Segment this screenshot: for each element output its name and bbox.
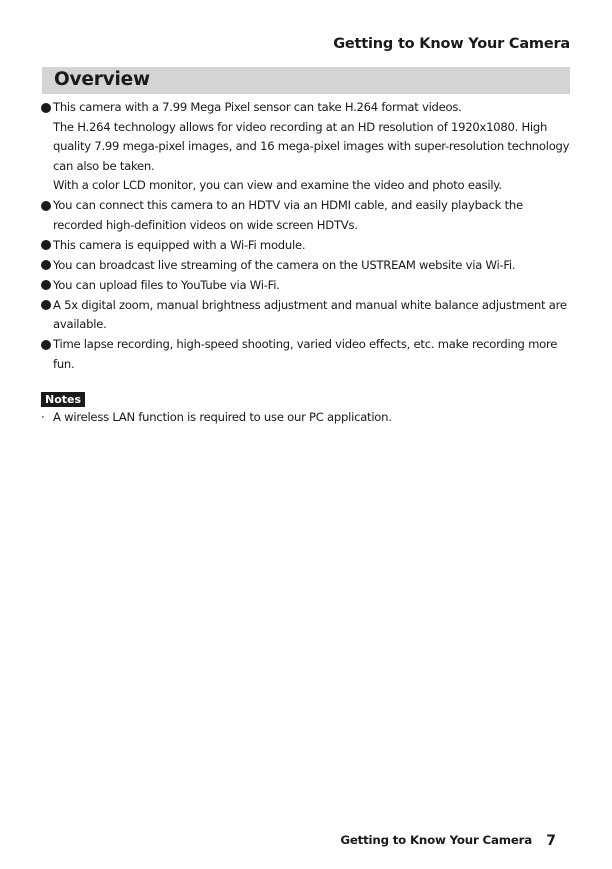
bullet-text: This camera with a 7.99 Mega Pixel sensor can take H.264 format videos. — [53, 100, 462, 114]
bullet-text: The H.264 technology allows for video recording at an HD resolution of 1920x1080. High quality 7.99 mega-pixel images, and 16 mega-pixel images with super-resolution technology can also be taken. — [53, 119, 570, 173]
running-header: Getting to Know Your Camera — [333, 36, 570, 52]
footer-title: Getting to Know Your Camera — [340, 833, 532, 847]
bullet-icon — [41, 300, 51, 310]
list-item — [41, 296, 573, 335]
bullet-icon — [41, 103, 51, 113]
list-item — [41, 98, 573, 196]
list-item — [41, 335, 573, 374]
notes-item-text: A wireless LAN function is required to use our PC application. — [53, 410, 392, 424]
list-item — [41, 236, 573, 256]
bullet-text: Time lapse recording, high-speed shooting, varied video effects, etc. make recording more fun. — [53, 337, 558, 371]
section-heading-bar — [42, 67, 570, 94]
notes-item — [41, 408, 392, 427]
list-item — [41, 196, 573, 235]
page-number: 7 — [546, 833, 556, 849]
notes-label: Notes — [41, 392, 85, 407]
list-item — [41, 256, 573, 276]
section-title: Overview — [54, 69, 150, 90]
list-item — [41, 276, 573, 296]
small-bullet-icon: · — [41, 410, 45, 424]
bullet-icon — [41, 201, 51, 211]
bullet-text: A 5x digital zoom, manual brightness adjustment and manual white balance adjustment are available. — [53, 297, 567, 331]
bullet-icon — [41, 260, 51, 270]
bullet-list — [41, 98, 573, 375]
bullet-text: You can broadcast live streaming of the camera on the USTREAM website via Wi-Fi. — [53, 257, 516, 272]
bullet-icon — [41, 240, 51, 250]
bullet-text: You can upload files to YouTube via Wi-Fi. — [53, 277, 280, 292]
bullet-text: With a color LCD monitor, you can view and examine the video and photo easily. — [53, 178, 502, 192]
bullet-icon — [41, 280, 51, 290]
bullet-icon — [41, 340, 51, 350]
bullet-text: This camera is equipped with a Wi-Fi module. — [53, 237, 306, 252]
bullet-text: You can connect this camera to an HDTV via an HDMI cable, and easily playback the recorded high-definition videos on wide screen HDTVs. — [53, 198, 523, 232]
